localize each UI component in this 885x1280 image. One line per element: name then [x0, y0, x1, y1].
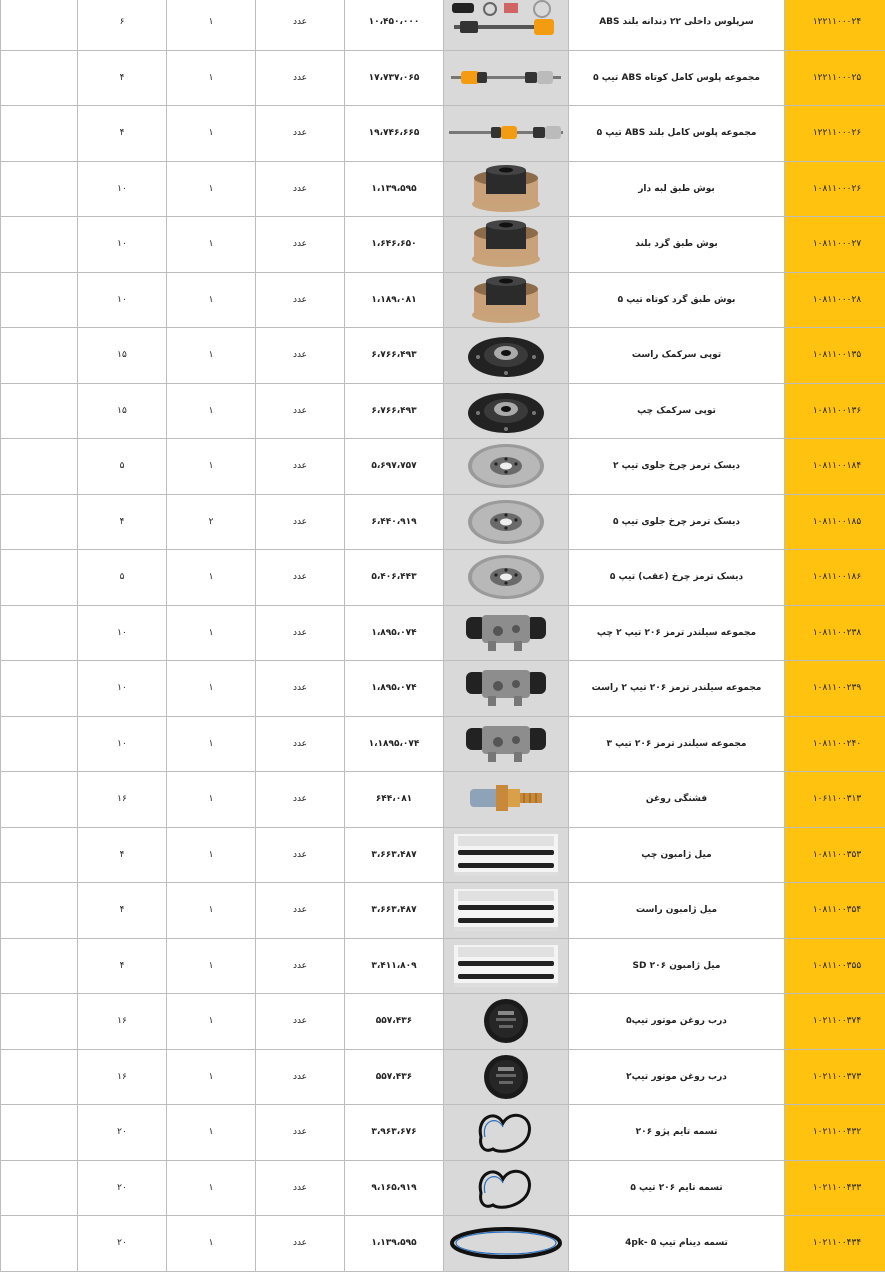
price-cell: ۱۹،۷۴۶،۶۶۵ — [345, 106, 444, 162]
pack-count-cell: ۱ — [167, 883, 256, 939]
price-cell: ۶،۴۴۰،۹۱۹ — [345, 494, 444, 550]
price-cell: ۱،۱۸۹۵،۰۷۴ — [345, 716, 444, 772]
part-code-cell: ۱۰۲۱۱۰۰۳۷۴ — [785, 994, 885, 1050]
blank-cell — [1, 328, 78, 384]
blank-cell — [1, 106, 78, 162]
quantity-cell: ۴ — [78, 494, 167, 550]
stabilizer-link-icon — [444, 939, 568, 993]
stabilizer-link-icon — [444, 883, 568, 937]
quantity-cell: ۱۰ — [78, 272, 167, 328]
quantity-cell: ۵ — [78, 439, 167, 495]
quantity-cell: ۲۰ — [78, 1105, 167, 1161]
blank-cell — [1, 439, 78, 495]
quantity-cell: ۱۰ — [78, 661, 167, 717]
unit-cell: عدد — [256, 494, 345, 550]
part-code-cell: ۱۰۸۱۱۰۰۰۲۸ — [785, 272, 885, 328]
product-image-cell — [444, 328, 569, 384]
product-image-cell — [444, 550, 569, 606]
part-code-cell: ۱۰۸۱۱۰۰۳۵۴ — [785, 883, 885, 939]
quantity-cell: ۴ — [78, 883, 167, 939]
blank-cell — [1, 716, 78, 772]
table-row — [1, 827, 885, 883]
price-cell: ۵،۶۹۷،۷۵۷ — [345, 439, 444, 495]
product-name-cell: بوش طبق گرد کوتاه تیپ ۵ — [569, 272, 785, 328]
product-image-cell — [444, 1049, 569, 1105]
part-code-cell: ۱۲۲۱۱۰۰۰۲۶ — [785, 106, 885, 162]
stabilizer-link-icon — [444, 828, 568, 882]
part-code-cell: ۱۰۸۱۱۰۰۱۳۶ — [785, 383, 885, 439]
pack-count-cell: ۱ — [167, 1049, 256, 1105]
quantity-cell: ۴ — [78, 106, 167, 162]
quantity-cell: ۴ — [78, 827, 167, 883]
blank-cell — [1, 827, 78, 883]
price-cell: ۳،۴۱۱،۸۰۹ — [345, 938, 444, 994]
pack-count-cell: ۱ — [167, 328, 256, 384]
blank-cell — [1, 217, 78, 273]
table-row — [1, 50, 885, 106]
price-cell: ۶،۷۶۶،۴۹۳ — [345, 383, 444, 439]
product-image-cell — [444, 716, 569, 772]
price-cell: ۳،۹۶۳،۶۷۶ — [345, 1105, 444, 1161]
quantity-cell: ۲۰ — [78, 1160, 167, 1216]
product-image-cell — [444, 161, 569, 217]
quantity-cell: ۱۰ — [78, 605, 167, 661]
unit-cell: عدد — [256, 272, 345, 328]
part-code-cell: ۱۲۲۱۱۰۰۰۲۵ — [785, 50, 885, 106]
pack-count-cell: ۲ — [167, 494, 256, 550]
unit-cell: عدد — [256, 827, 345, 883]
table-row — [1, 994, 885, 1050]
pack-count-cell: ۱ — [167, 550, 256, 606]
product-image-cell — [444, 661, 569, 717]
part-code-cell: ۱۰۸۱۱۰۰۲۳۹ — [785, 661, 885, 717]
table-row — [1, 605, 885, 661]
quantity-cell: ۶ — [78, 0, 167, 50]
product-image-cell — [444, 605, 569, 661]
strut-mount-icon — [444, 328, 568, 382]
timing-belt-icon — [444, 1105, 568, 1159]
part-code-cell: ۱۰۲۱۱۰۰۴۳۲ — [785, 1105, 885, 1161]
unit-cell: عدد — [256, 1105, 345, 1161]
part-code-cell: ۱۰۶۱۱۰۰۳۱۳ — [785, 772, 885, 828]
product-image-cell — [444, 883, 569, 939]
oil-cap-icon — [444, 1050, 568, 1104]
price-cell: ۱،۸۹۵،۰۷۴ — [345, 605, 444, 661]
part-code-cell: ۱۰۸۱۱۰۰۱۸۴ — [785, 439, 885, 495]
pack-count-cell: ۱ — [167, 217, 256, 273]
alternator-belt-icon — [444, 1216, 568, 1270]
table-row — [1, 383, 885, 439]
unit-cell: عدد — [256, 938, 345, 994]
blank-cell — [1, 994, 78, 1050]
price-cell: ۵۵۷،۴۳۶ — [345, 994, 444, 1050]
product-name-cell: میل ژامبون چپ — [569, 827, 785, 883]
product-image-cell — [444, 50, 569, 106]
pack-count-cell: ۱ — [167, 0, 256, 50]
blank-cell — [1, 1160, 78, 1216]
pack-count-cell: ۱ — [167, 772, 256, 828]
pack-count-cell: ۱ — [167, 50, 256, 106]
blank-cell — [1, 605, 78, 661]
product-image-cell — [444, 1216, 569, 1272]
table-body — [1, 0, 885, 1271]
table-row — [1, 938, 885, 994]
unit-cell: عدد — [256, 661, 345, 717]
blank-cell — [1, 50, 78, 106]
part-code-cell: ۱۰۸۱۱۰۰۳۵۵ — [785, 938, 885, 994]
pack-count-cell: ۱ — [167, 938, 256, 994]
product-image-cell — [444, 1160, 569, 1216]
product-image-cell — [444, 106, 569, 162]
part-code-cell: ۱۰۸۱۱۰۰۰۲۶ — [785, 161, 885, 217]
product-name-cell: فشنگی روغن — [569, 772, 785, 828]
product-name-cell: مجموعه سیلندر ترمز ۲۰۶ تیپ ۲ راست — [569, 661, 785, 717]
price-cell: ۱۰،۴۵۰،۰۰۰ — [345, 0, 444, 50]
bushing-icon — [444, 162, 568, 216]
unit-cell: عدد — [256, 161, 345, 217]
price-cell: ۱،۱۳۹،۵۹۵ — [345, 161, 444, 217]
pack-count-cell: ۱ — [167, 1105, 256, 1161]
wheel-cylinder-icon — [444, 717, 568, 771]
quantity-cell: ۱۶ — [78, 994, 167, 1050]
unit-cell: عدد — [256, 217, 345, 273]
product-image-cell — [444, 772, 569, 828]
brake-disc-icon — [444, 550, 568, 604]
oil-pressure-switch-icon — [444, 772, 568, 826]
product-name-cell: تسمه تایم ۲۰۶ تیپ ۵ — [569, 1160, 785, 1216]
product-name-cell: تسمه دینام تیپ ۵ -4pk — [569, 1216, 785, 1272]
part-code-cell: ۱۰۸۱۱۰۰۱۸۵ — [785, 494, 885, 550]
product-name-cell: مجموعه سیلندر ترمز ۲۰۶ تیپ ۳ — [569, 716, 785, 772]
blank-cell — [1, 938, 78, 994]
price-cell: ۶،۷۶۶،۴۹۳ — [345, 328, 444, 384]
price-cell: ۹،۱۶۵،۹۱۹ — [345, 1160, 444, 1216]
part-code-cell: ۱۰۸۱۱۰۰۳۵۳ — [785, 827, 885, 883]
pack-count-cell: ۱ — [167, 661, 256, 717]
table-row — [1, 772, 885, 828]
part-code-cell: ۱۲۲۱۱۰۰۰۲۴ — [785, 0, 885, 50]
pack-count-cell: ۱ — [167, 272, 256, 328]
price-cell: ۱،۶۴۶،۶۵۰ — [345, 217, 444, 273]
pack-count-cell: ۱ — [167, 994, 256, 1050]
blank-cell — [1, 550, 78, 606]
product-image-cell — [444, 383, 569, 439]
pack-count-cell: ۱ — [167, 1216, 256, 1272]
unit-cell: عدد — [256, 605, 345, 661]
unit-cell: عدد — [256, 1049, 345, 1105]
product-name-cell: مجموعه سیلندر ترمز ۲۰۶ تیپ ۲ چپ — [569, 605, 785, 661]
table-row — [1, 550, 885, 606]
pack-count-cell: ۱ — [167, 605, 256, 661]
price-cell: ۳،۶۶۳،۴۸۷ — [345, 883, 444, 939]
pack-count-cell: ۱ — [167, 827, 256, 883]
unit-cell: عدد — [256, 550, 345, 606]
blank-cell — [1, 383, 78, 439]
unit-cell: عدد — [256, 1216, 345, 1272]
product-name-cell: درب روغن موتور تیپ۲ — [569, 1049, 785, 1105]
price-cell: ۵،۴۰۶،۴۴۳ — [345, 550, 444, 606]
product-name-cell: میل ژامبون راست — [569, 883, 785, 939]
product-image-cell — [444, 1105, 569, 1161]
product-image-cell — [444, 439, 569, 495]
blank-cell — [1, 494, 78, 550]
pack-count-cell: ۱ — [167, 1160, 256, 1216]
table-row — [1, 217, 885, 273]
wheel-cylinder-icon — [444, 661, 568, 715]
unit-cell: عدد — [256, 716, 345, 772]
product-name-cell: بوش طبق لبه دار — [569, 161, 785, 217]
quantity-cell: ۴ — [78, 938, 167, 994]
product-name-cell: بوش طبق گرد بلند — [569, 217, 785, 273]
table-row — [1, 661, 885, 717]
blank-cell — [1, 772, 78, 828]
quantity-cell: ۱۶ — [78, 772, 167, 828]
blank-cell — [1, 1105, 78, 1161]
product-image-cell — [444, 217, 569, 273]
oil-cap-icon — [444, 994, 568, 1048]
quantity-cell: ۱۰ — [78, 716, 167, 772]
unit-cell: عدد — [256, 439, 345, 495]
blank-cell — [1, 1216, 78, 1272]
table-row — [1, 106, 885, 162]
blank-cell — [1, 272, 78, 328]
part-code-cell: ۱۰۲۱۱۰۰۴۳۴ — [785, 1216, 885, 1272]
unit-cell: عدد — [256, 50, 345, 106]
price-cell: ۳،۶۶۳،۴۸۷ — [345, 827, 444, 883]
part-code-cell: ۱۰۸۱۱۰۰۲۴۰ — [785, 716, 885, 772]
quantity-cell: ۵ — [78, 550, 167, 606]
product-name-cell: توپی سرکمک راست — [569, 328, 785, 384]
pack-count-cell: ۱ — [167, 383, 256, 439]
bushing-icon — [444, 273, 568, 327]
unit-cell: عدد — [256, 383, 345, 439]
pack-count-cell: ۱ — [167, 439, 256, 495]
table-row — [1, 439, 885, 495]
product-name-cell: درب روغن موتور تیپ۵ — [569, 994, 785, 1050]
pack-count-cell: ۱ — [167, 161, 256, 217]
product-image-cell — [444, 994, 569, 1050]
price-cell: ۱،۱۸۹،۰۸۱ — [345, 272, 444, 328]
table-row — [1, 0, 885, 50]
quantity-cell: ۴ — [78, 50, 167, 106]
blank-cell — [1, 883, 78, 939]
pack-count-cell: ۱ — [167, 716, 256, 772]
brake-disc-icon — [444, 495, 568, 549]
price-cell: ۱،۱۳۹،۵۹۵ — [345, 1216, 444, 1272]
pack-count-cell: ۱ — [167, 106, 256, 162]
quantity-cell: ۱۵ — [78, 328, 167, 384]
drive-shaft-long-icon — [444, 106, 568, 160]
quantity-cell: ۲۰ — [78, 1216, 167, 1272]
table-row — [1, 716, 885, 772]
product-name-cell: توپی سرکمک چپ — [569, 383, 785, 439]
product-name-cell: سرپلوس داخلی ۲۲ دندانه بلند ABS — [569, 0, 785, 50]
table-row — [1, 494, 885, 550]
quantity-cell: ۱۰ — [78, 217, 167, 273]
unit-cell: عدد — [256, 772, 345, 828]
unit-cell: عدد — [256, 1160, 345, 1216]
blank-cell — [1, 1049, 78, 1105]
product-name-cell: دیسک ترمز چرخ جلوی تیپ ۲ — [569, 439, 785, 495]
price-cell: ۶۴۴،۰۸۱ — [345, 772, 444, 828]
table-row — [1, 883, 885, 939]
part-code-cell: ۱۰۸۱۱۰۰۲۳۸ — [785, 605, 885, 661]
unit-cell: عدد — [256, 883, 345, 939]
price-cell: ۵۵۷،۴۳۶ — [345, 1049, 444, 1105]
part-code-cell: ۱۰۲۱۱۰۰۳۷۳ — [785, 1049, 885, 1105]
bushing-icon — [444, 217, 568, 271]
part-code-cell: ۱۰۲۱۱۰۰۴۳۳ — [785, 1160, 885, 1216]
product-name-cell: دیسک ترمز چرخ جلوی تیپ ۵ — [569, 494, 785, 550]
product-name-cell: دیسک ترمز چرخ (عقب) تیپ ۵ — [569, 550, 785, 606]
product-name-cell: میل ژامبون ۲۰۶ SD — [569, 938, 785, 994]
cv-joint-kit-icon — [444, 0, 568, 49]
product-image-cell — [444, 494, 569, 550]
table-row — [1, 328, 885, 384]
strut-mount-icon — [444, 384, 568, 438]
part-code-cell: ۱۰۸۱۱۰۰۰۲۷ — [785, 217, 885, 273]
part-code-cell: ۱۰۸۱۱۰۰۱۳۵ — [785, 328, 885, 384]
table-row — [1, 1160, 885, 1216]
unit-cell: عدد — [256, 994, 345, 1050]
quantity-cell: ۱۵ — [78, 383, 167, 439]
blank-cell — [1, 161, 78, 217]
blank-cell — [1, 0, 78, 50]
price-cell: ۱،۸۹۵،۰۷۴ — [345, 661, 444, 717]
table-row — [1, 161, 885, 217]
product-image-cell — [444, 938, 569, 994]
product-name-cell: مجموعه پلوس کامل کوتاه ABS تیپ ۵ — [569, 50, 785, 106]
product-image-cell — [444, 827, 569, 883]
quantity-cell: ۱۶ — [78, 1049, 167, 1105]
product-image-cell — [444, 0, 569, 50]
table-row — [1, 1105, 885, 1161]
product-image-cell — [444, 272, 569, 328]
part-code-cell: ۱۰۸۱۱۰۰۱۸۶ — [785, 550, 885, 606]
wheel-cylinder-icon — [444, 606, 568, 660]
unit-cell: عدد — [256, 328, 345, 384]
unit-cell: عدد — [256, 0, 345, 50]
blank-cell — [1, 661, 78, 717]
product-name-cell: تسمه تایم پژو ۲۰۶ — [569, 1105, 785, 1161]
price-cell: ۱۷،۷۳۷،۰۶۵ — [345, 50, 444, 106]
timing-belt-icon — [444, 1161, 568, 1215]
table-row — [1, 272, 885, 328]
drive-shaft-icon — [444, 51, 568, 105]
quantity-cell: ۱۰ — [78, 161, 167, 217]
brake-disc-icon — [444, 439, 568, 493]
unit-cell: عدد — [256, 106, 345, 162]
product-name-cell: مجموعه پلوس کامل بلند ABS تیپ ۵ — [569, 106, 785, 162]
table-row — [1, 1216, 885, 1272]
table-row — [1, 1049, 885, 1105]
